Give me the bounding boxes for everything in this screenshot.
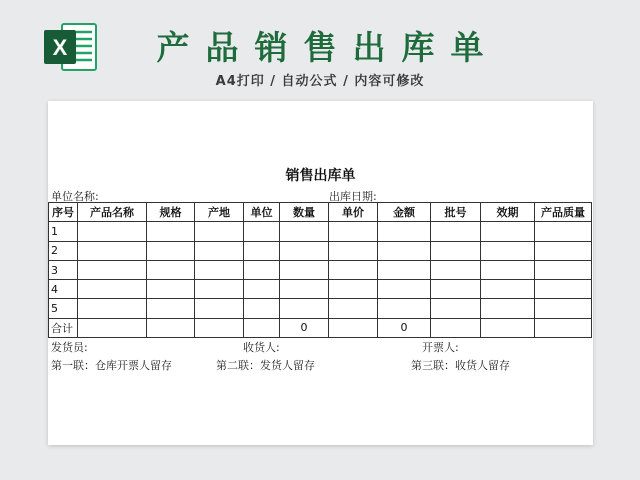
table-cell[interactable]: [378, 280, 431, 299]
unit-name-label: 单位名称:: [51, 190, 99, 203]
column-header: 产地: [195, 203, 244, 222]
table-cell[interactable]: [535, 299, 592, 318]
table-cell[interactable]: [378, 260, 431, 279]
table-cell[interactable]: [535, 260, 592, 279]
table-cell[interactable]: [329, 222, 378, 241]
table-cell[interactable]: [481, 222, 535, 241]
table-cell[interactable]: [195, 241, 244, 260]
column-header: 单价: [329, 203, 378, 222]
table-cell[interactable]: [280, 299, 329, 318]
table-cell[interactable]: [280, 280, 329, 299]
logo-letter: X: [52, 35, 68, 60]
table-cell[interactable]: [481, 280, 535, 299]
table-cell[interactable]: [147, 260, 195, 279]
table-cell[interactable]: [78, 280, 147, 299]
table-cell[interactable]: [78, 260, 147, 279]
copy-note-3: 第三联：收货人留存: [411, 359, 510, 372]
outbound-date-label: 出库日期:: [329, 190, 377, 203]
table-cell[interactable]: [244, 299, 280, 318]
column-header: 批号: [431, 203, 481, 222]
column-header: 单位: [244, 203, 280, 222]
table-row: [49, 299, 592, 318]
table-cell[interactable]: [147, 222, 195, 241]
table-cell[interactable]: [329, 299, 378, 318]
column-header: 数量: [280, 203, 329, 222]
table-cell[interactable]: [378, 222, 431, 241]
row-index-cell[interactable]: 3: [49, 260, 78, 279]
table-cell[interactable]: [481, 260, 535, 279]
invoicer-label: 开票人:: [422, 341, 459, 354]
table-row: [49, 260, 592, 279]
row-index-cell[interactable]: 2: [49, 241, 78, 260]
table-cell[interactable]: [535, 241, 592, 260]
table-cell[interactable]: [147, 280, 195, 299]
table-row: [49, 222, 592, 241]
total-label-cell: 合计: [49, 318, 78, 337]
table-cell[interactable]: [535, 222, 592, 241]
table-cell[interactable]: [244, 241, 280, 260]
table-cell[interactable]: [280, 260, 329, 279]
total-cell[interactable]: [535, 318, 592, 337]
page-title: 产品销售出库单: [156, 28, 500, 67]
column-header: 序号: [49, 203, 78, 222]
total-cell[interactable]: 0: [378, 318, 431, 337]
table-row: [49, 241, 592, 260]
row-index-cell[interactable]: 4: [49, 280, 78, 299]
table-cell[interactable]: [195, 299, 244, 318]
table-cell[interactable]: [147, 241, 195, 260]
shipper-label: 发货员:: [51, 341, 88, 354]
total-cell[interactable]: [78, 318, 147, 337]
table-cell[interactable]: [244, 260, 280, 279]
table-header-row: [49, 203, 592, 222]
total-cell[interactable]: [329, 318, 378, 337]
table-cell[interactable]: [78, 299, 147, 318]
total-cell[interactable]: [481, 318, 535, 337]
copy-note-1: 第一联：仓库开票人留存: [51, 359, 172, 372]
table-cell[interactable]: [481, 241, 535, 260]
total-row: [49, 318, 592, 337]
table-cell[interactable]: [280, 222, 329, 241]
row-index-cell[interactable]: 1: [49, 222, 78, 241]
table-cell[interactable]: [195, 280, 244, 299]
table-cell[interactable]: [378, 241, 431, 260]
copy-note-2: 第二联：发货人留存: [216, 359, 315, 372]
table-cell[interactable]: [431, 260, 481, 279]
column-header: 产品质量: [535, 203, 592, 222]
table-cell[interactable]: [431, 299, 481, 318]
table-cell[interactable]: [78, 222, 147, 241]
table-row: [49, 280, 592, 299]
table-cell[interactable]: [280, 241, 329, 260]
document-paper: [48, 101, 593, 445]
table-cell[interactable]: [431, 222, 481, 241]
outbound-table: [48, 202, 592, 338]
row-index-cell[interactable]: 5: [49, 299, 78, 318]
table-cell[interactable]: [431, 241, 481, 260]
table-cell[interactable]: [329, 241, 378, 260]
table-cell[interactable]: [329, 280, 378, 299]
table-cell[interactable]: [329, 260, 378, 279]
total-cell[interactable]: 0: [280, 318, 329, 337]
document-title: 销售出库单: [285, 168, 356, 184]
table-cell[interactable]: [244, 222, 280, 241]
column-header: 产品名称: [78, 203, 147, 222]
excel-logo-icon: [40, 16, 102, 78]
column-header: 效期: [481, 203, 535, 222]
total-cell[interactable]: [431, 318, 481, 337]
total-cell[interactable]: [244, 318, 280, 337]
table-cell[interactable]: [431, 280, 481, 299]
table-cell[interactable]: [147, 299, 195, 318]
table-cell[interactable]: [244, 280, 280, 299]
table-cell[interactable]: [535, 280, 592, 299]
receiver-label: 收货人:: [243, 341, 280, 354]
total-cell[interactable]: [147, 318, 195, 337]
table-cell[interactable]: [195, 260, 244, 279]
column-header: 规格: [147, 203, 195, 222]
table-cell[interactable]: [195, 222, 244, 241]
page-subtitle: A4打印 / 自动公式 / 内容可修改: [215, 74, 425, 89]
total-cell[interactable]: [195, 318, 244, 337]
column-header: 金额: [378, 203, 431, 222]
table-cell[interactable]: [78, 241, 147, 260]
table-cell[interactable]: [378, 299, 431, 318]
table-cell[interactable]: [481, 299, 535, 318]
